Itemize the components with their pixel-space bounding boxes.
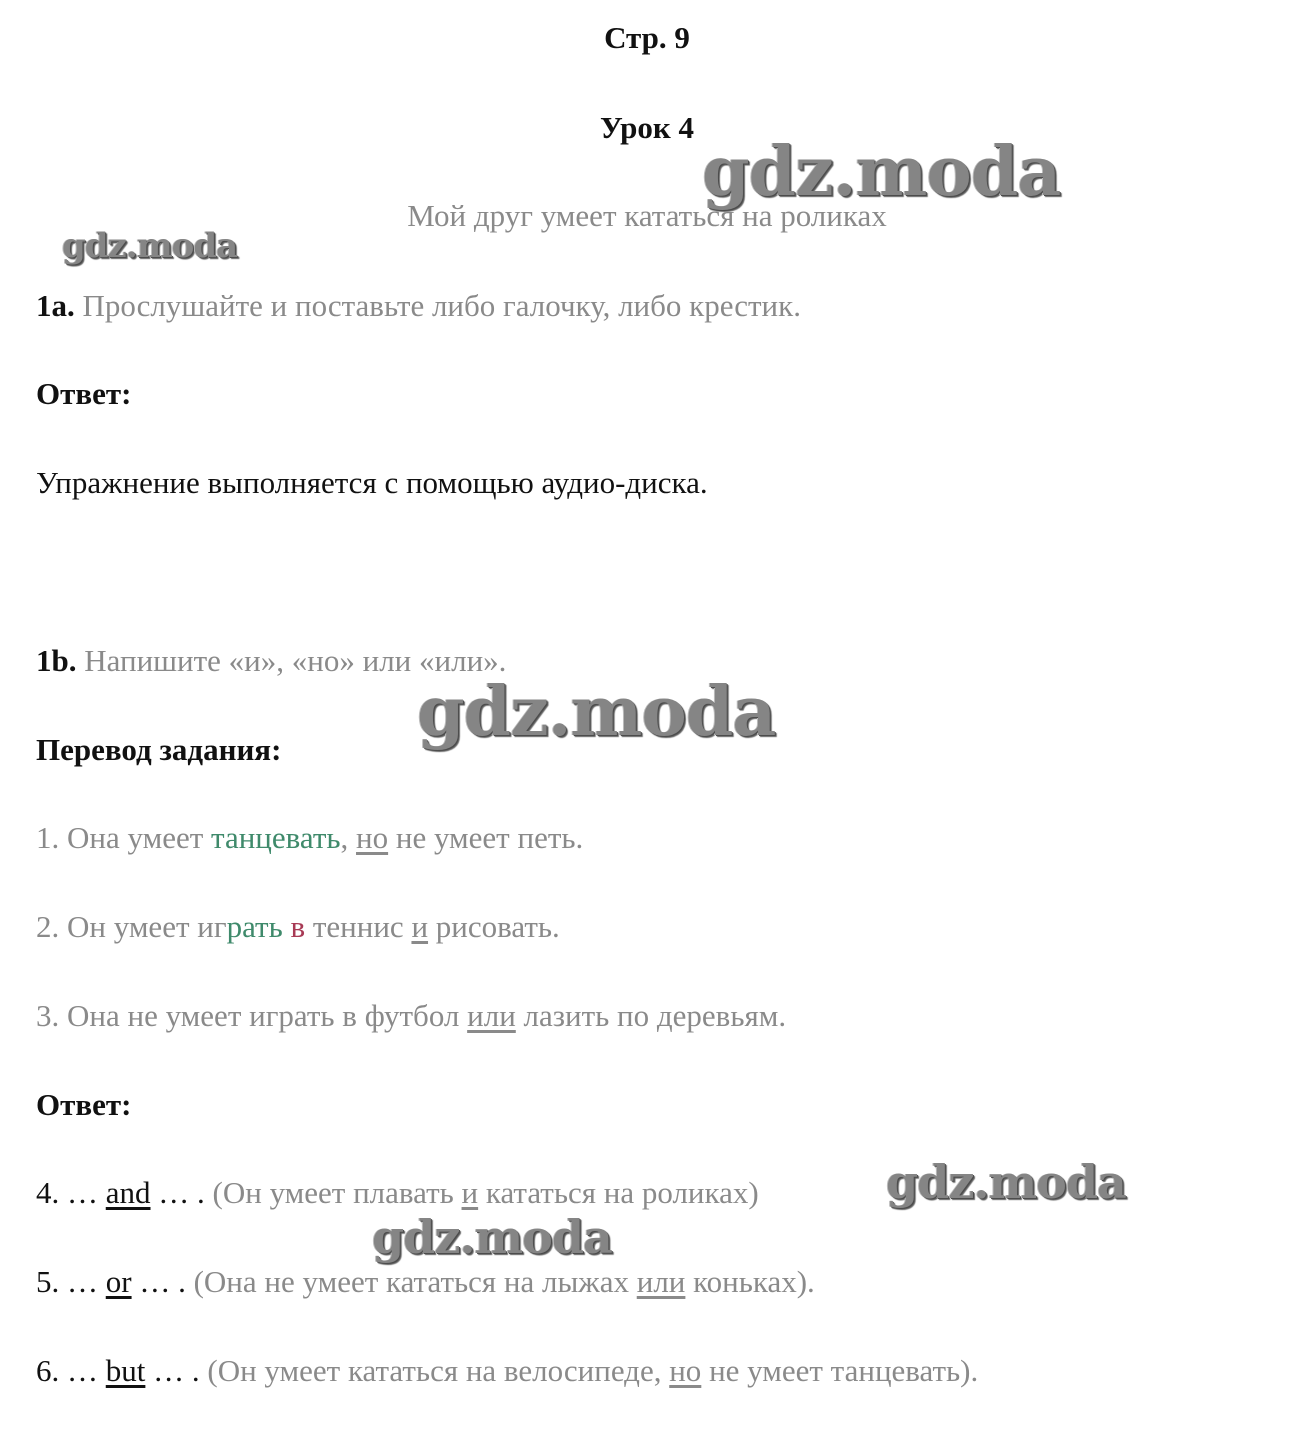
translation-text: рисовать. — [428, 909, 560, 944]
exercise-1a-text: Прослушайте и поставьте либо галочку, либо крестик. — [74, 288, 801, 323]
answer-translation: (Он умеет плавать — [212, 1175, 462, 1210]
translation-conjunction: или — [467, 998, 516, 1033]
answer-translation-conjunction: или — [636, 1264, 686, 1299]
translation-conjunction: и — [411, 909, 429, 944]
translation-highlight: танцевать — [211, 820, 341, 855]
lesson-subtitle: Мой друг умеет кататься на роликах — [407, 198, 887, 233]
exercise-1b-text: Напишите «и», «но» или «или». — [76, 643, 507, 678]
answer-translation: кататься на роликах) — [478, 1175, 759, 1210]
answer-item — [36, 1173, 759, 1213]
translation-text: не умеет петь. — [388, 820, 584, 855]
answer-prefix: 4. … — [36, 1175, 106, 1210]
translation-highlight: в — [290, 909, 306, 944]
translation-item — [36, 818, 583, 858]
exercise-1a-number: 1a. — [36, 288, 75, 323]
exercise-1a-answer-label: Ответ: — [36, 376, 132, 411]
answer-middle: … . — [150, 1175, 213, 1210]
answer-middle: … . — [131, 1264, 194, 1299]
translation-item — [36, 907, 560, 947]
answer-word: and — [105, 1175, 151, 1210]
watermark-logo: gdz.moda — [886, 1155, 1126, 1209]
watermark-logo: gdz.moda — [702, 132, 1061, 212]
watermark-logo: gdz.moda — [372, 1210, 612, 1264]
answer-prefix: 5. … — [36, 1264, 106, 1299]
translation-conjunction: но — [356, 820, 389, 855]
answer-item — [36, 1262, 815, 1302]
translation-label: Перевод задания: — [36, 732, 282, 767]
exercise-1b-answer-label: Ответ: — [36, 1087, 132, 1122]
answer-item — [36, 1351, 978, 1391]
translation-text: теннис — [305, 909, 412, 944]
answer-translation: коньках). — [685, 1264, 815, 1299]
lesson-title: Урок 4 — [599, 110, 695, 145]
answer-translation-conjunction: и — [461, 1175, 479, 1210]
answer-translation: (Он умеет кататься на велосипеде, — [207, 1353, 670, 1388]
answer-word: but — [105, 1353, 146, 1388]
exercise-1a-instruction — [36, 286, 801, 326]
answer-word: or — [105, 1264, 132, 1299]
answer-translation: не умеет танцевать). — [701, 1353, 979, 1388]
translation-text: 1. Она умеет — [36, 820, 212, 855]
watermark-logo: gdz.moda — [417, 672, 776, 752]
exercise-1a-answer-text: Упражнение выполняется с помощью аудио-диска. — [36, 465, 708, 500]
answer-translation-conjunction: но — [669, 1353, 702, 1388]
translation-text: 2. Он умеет иг — [36, 909, 227, 944]
answer-translation: (Она не умеет кататься на лыжах — [193, 1264, 637, 1299]
watermark-logo: gdz.moda — [62, 226, 238, 266]
translation-text: 3. Она не умеет играть в футбол — [36, 998, 468, 1033]
answer-middle: … . — [145, 1353, 208, 1388]
translation-text: лазить по деревьям. — [515, 998, 787, 1033]
translation-text: , — [340, 820, 357, 855]
exercise-1b-number: 1b. — [36, 643, 77, 678]
translation-highlight: рать — [226, 909, 291, 944]
translation-item — [36, 996, 786, 1036]
page-number: Стр. 9 — [604, 20, 690, 55]
answer-prefix: 6. … — [36, 1353, 106, 1388]
